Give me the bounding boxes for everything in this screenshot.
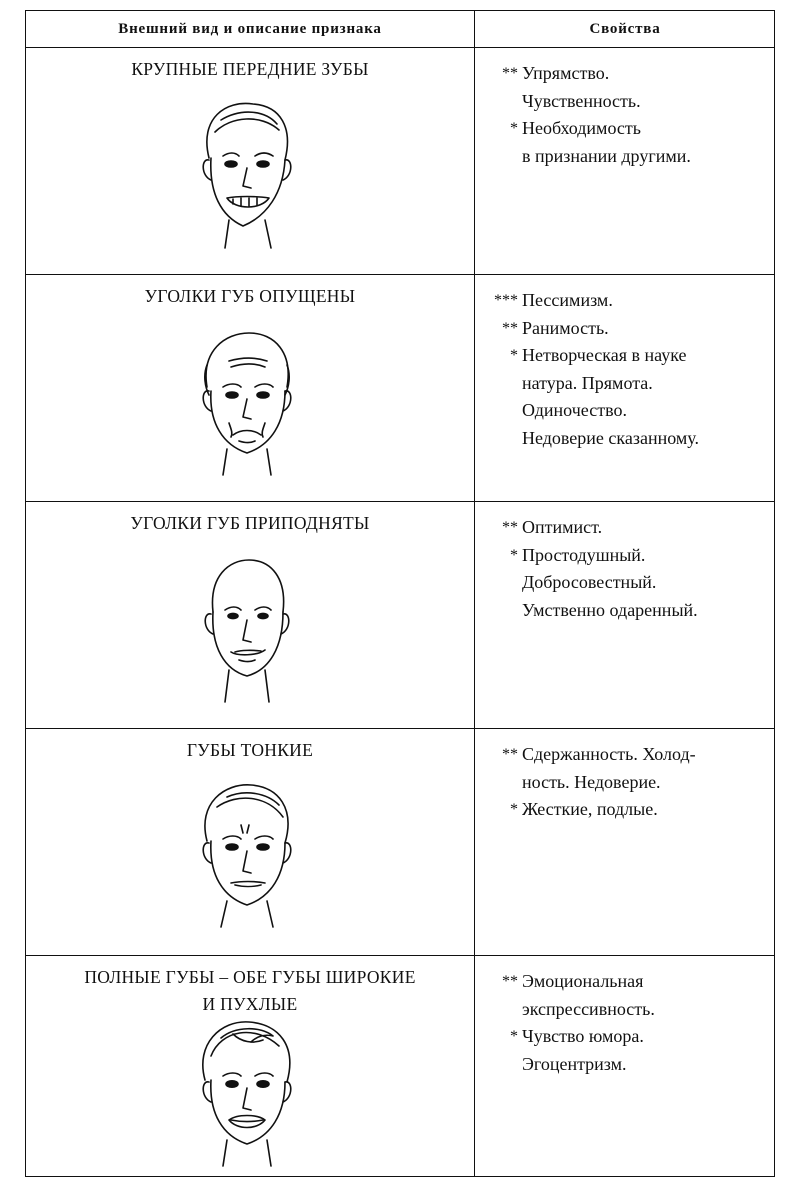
table-row	[26, 729, 774, 956]
row-properties	[488, 514, 773, 624]
table-row	[26, 275, 774, 502]
property-text: Чувство юмора. Эгоцентризм.	[522, 1026, 644, 1074]
property-item	[488, 115, 773, 170]
importance-stars: ***	[494, 292, 518, 309]
property-text: Ранимость.	[522, 317, 609, 338]
table-header	[26, 11, 774, 48]
property-item	[488, 315, 773, 343]
row-title: УГОЛКИ ГУБ ПРИПОДНЯТЫ	[130, 513, 370, 533]
row-properties	[488, 287, 773, 452]
row-properties	[488, 741, 773, 824]
row-title: ПОЛНЫЕ ГУБЫ – ОБЕ ГУБЫ ШИРОКИЕ И ПУХЛЫЕ	[84, 967, 416, 1014]
face-mouth-corners-down-icon	[181, 325, 311, 485]
property-text: Эмоциональная экспрессивность.	[522, 971, 655, 1019]
table-row	[26, 502, 774, 729]
importance-stars: *	[510, 801, 518, 818]
face-full-lips-icon	[181, 1016, 311, 1176]
property-text: Нетворческая в науке натура. Прямота. Одиночество. Недоверие сказанному.	[522, 345, 699, 448]
property-item	[488, 1023, 773, 1078]
importance-stars: *	[510, 120, 518, 137]
table-row	[26, 48, 774, 275]
face-mouth-corners-up-icon	[181, 552, 311, 712]
property-item	[488, 741, 773, 796]
property-text: Жесткие, подлые.	[522, 799, 658, 819]
property-text: Сдержанность. Холод- ность. Недоверие.	[522, 744, 696, 792]
traits-table	[25, 10, 775, 1177]
property-item	[488, 542, 773, 625]
property-text: Оптимист.	[522, 517, 603, 537]
face-big-teeth-icon	[181, 98, 311, 258]
property-item	[488, 342, 773, 452]
importance-stars: **	[502, 65, 518, 82]
header-appearance: Внешний вид и описание признака	[118, 21, 382, 37]
property-text: Упрямство. Чувственность.	[522, 63, 641, 111]
row-properties	[488, 60, 773, 170]
header-properties: Свойства	[589, 21, 661, 37]
row-title: ГУБЫ ТОНКИЕ	[186, 740, 314, 760]
property-item	[488, 60, 773, 115]
face-thin-lips-icon	[181, 777, 311, 937]
importance-stars: *	[510, 1028, 518, 1045]
property-item	[488, 514, 773, 542]
property-text: Пессимизм.	[522, 290, 613, 310]
row-title: УГОЛКИ ГУБ ОПУЩЕНЫ	[144, 286, 356, 306]
importance-stars: *	[510, 546, 518, 564]
importance-stars: **	[502, 519, 518, 536]
property-item	[488, 796, 773, 824]
property-item	[488, 968, 773, 1023]
property-item	[488, 287, 773, 315]
importance-stars: **	[502, 319, 518, 337]
importance-stars: *	[510, 347, 518, 364]
row-properties	[488, 968, 773, 1078]
table-row	[26, 956, 774, 1176]
importance-stars: **	[502, 973, 518, 990]
row-title: КРУПНЫЕ ПЕРЕДНИЕ ЗУБЫ	[131, 59, 369, 79]
importance-stars: **	[502, 746, 518, 763]
property-text: Простодушный. Добросовестный. Умственно одаренный.	[522, 544, 698, 620]
property-text: Необходимость в признании другими.	[522, 118, 691, 166]
